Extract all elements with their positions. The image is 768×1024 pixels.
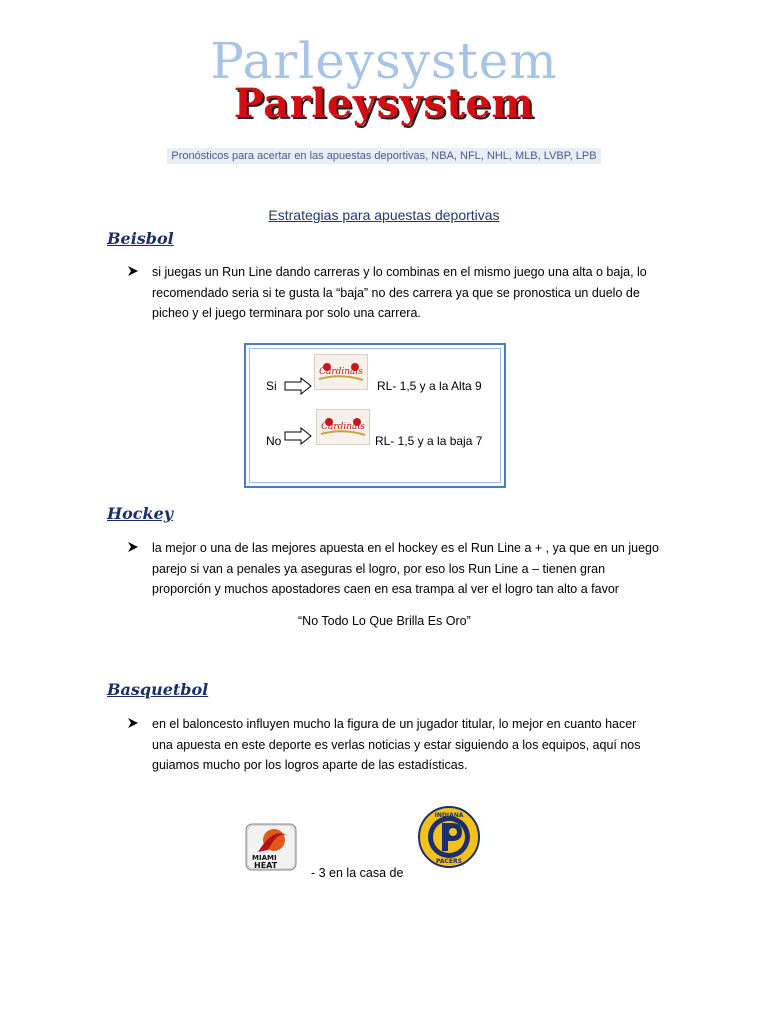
- bullet-line: en el baloncesto influyen mucho la figura de un jugador titular, lo mejor en cuanto hacer: [152, 717, 637, 731]
- pacers-logo-text-1: INDIANA: [434, 812, 464, 819]
- bullet-line: la mejor o una de las mejores apuesta en el hockey es el Run Line a + , ya que en un juego: [152, 541, 659, 555]
- site-logo-red: Parleysystem: [233, 80, 535, 127]
- heat-logo-text-1: MIAMI: [252, 854, 277, 862]
- baseball-pick-box: [244, 343, 506, 488]
- pacers-logo-text-2: PACERS: [436, 858, 462, 865]
- cardinals-logo: [316, 409, 370, 445]
- bullet-text-hockey: [152, 538, 672, 600]
- section-title-beisbol: Beisbol: [107, 229, 174, 248]
- logos-caption: - 3 en la casa de: [311, 866, 404, 880]
- bullet-line: si juegas un Run Line dando carreras y lo combinas en el mismo juego una alta o baja, lo: [152, 265, 647, 279]
- arrowhead-bullet-icon: [128, 265, 138, 279]
- article-title: Estrategias para apuestas deportivas: [268, 207, 500, 223]
- cardinals-logo-text: Cardinals: [321, 422, 365, 432]
- cardinals-logo: [314, 354, 368, 390]
- indiana-pacers-logo: [418, 806, 480, 868]
- pick-row-label-si: Si: [266, 379, 277, 393]
- cardinals-logo-text: Cardinals: [319, 367, 363, 377]
- miami-heat-logo: [244, 822, 298, 872]
- outline-right-arrow-icon: [284, 377, 312, 395]
- tagline: Pronósticos para acertar en las apuestas deportivas, NBA, NFL, NHL, MLB, LVBP, LPB: [167, 148, 600, 164]
- pick-row-label-no: No: [266, 434, 282, 448]
- bullet-text-beisbol: [152, 262, 672, 324]
- bullet-line: una apuesta en este deporte es verlas noticias y estar siguiendo a los equipos, aquí nos: [152, 737, 641, 752]
- pick-row-text-no: RL- 1,5 y a la baja 7: [375, 434, 483, 448]
- quote: “No Todo Lo Que Brilla Es Oro”: [298, 614, 471, 628]
- arrowhead-bullet-icon: [128, 541, 138, 555]
- heat-logo-text-2: HEAT: [254, 861, 278, 870]
- section-title-hockey: Hockey: [107, 504, 174, 523]
- bullet-text-basquetbol: [152, 714, 672, 776]
- bullet-line: recomendado seria si te gusta la “baja” no des carrera ya que se pronostica un duelo de: [152, 285, 640, 300]
- tagline-container: [0, 146, 768, 164]
- outline-right-arrow-icon: [284, 427, 312, 445]
- site-logo-light: Parleysystem: [210, 32, 558, 90]
- section-title-basquetbol: Basquetbol: [107, 680, 209, 699]
- bullet-line: parejo si van a penales ya aseguras el logro, por eso los Run Line a – tienen gran: [152, 561, 606, 576]
- pick-row-text-si: RL- 1,5 y a la Alta 9: [377, 379, 482, 393]
- arrowhead-bullet-icon: [128, 717, 138, 731]
- bullet-line: guiamos mucho por los logros aparte de las estadísticas.: [152, 758, 468, 772]
- bullet-line: picheo y el juego terminara por solo una carrera.: [152, 306, 421, 320]
- bullet-line: proporción y muchos apostadores caen en esa trampa al ver el logro tan alto a favor: [152, 582, 619, 596]
